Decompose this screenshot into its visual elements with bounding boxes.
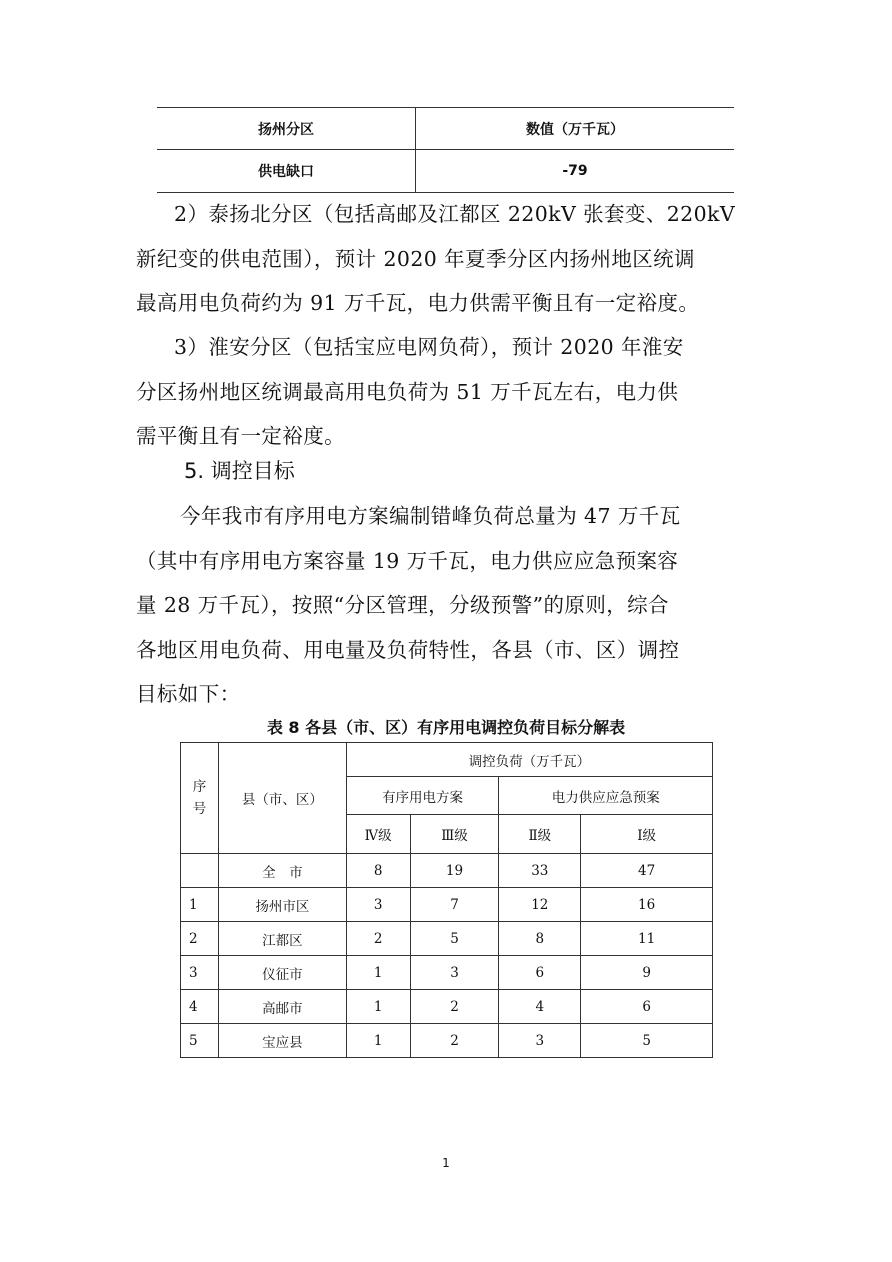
row-value-level-4: 1 [346,956,410,990]
table-row [181,922,713,956]
row-value-level-3: 2 [410,1024,499,1058]
text-line: 分区扬州地区统调最高用电负荷为 51 万千瓦左右，电力供 [136,379,679,404]
row-value-level-2: 6 [499,956,581,990]
text-line: （其中有序用电方案容量 19 万千瓦，电力供应应急预案容 [136,548,679,573]
row-value-level-2: 33 [499,854,581,888]
header-index-char-2: 号 [192,801,207,817]
row-index [181,854,219,888]
table-row [181,990,713,1024]
section-heading: 5. 调控目标 [184,459,295,483]
table-body [181,854,713,1058]
text-line: 目标如下： [136,682,241,707]
row-county-name: 江都区 [218,922,346,956]
paragraph-huaian-district [136,325,758,459]
header-control-load: 调控负荷（万千瓦） [346,743,712,777]
table-row [181,1024,713,1058]
row-value-level-4: 2 [346,922,410,956]
row-county-name: 扬州市区 [218,888,346,922]
text-line: 需平衡且有一定裕度。 [136,424,345,449]
row-value-level-1: 47 [581,854,713,888]
table-row [181,854,713,888]
header-index-char-1: 序 [192,779,207,795]
row-value-level-1: 16 [581,888,713,922]
table-row [181,956,713,990]
paragraph-control-target [136,494,758,717]
supply-table-row [157,150,734,193]
row-value-level-2: 4 [499,990,581,1024]
supply-table-value: -79 [416,150,735,193]
row-value-level-3: 19 [410,854,499,888]
header-level-4: Ⅳ级 [346,815,410,854]
row-county-name: 高邮市 [218,990,346,1024]
text-line: 量 28 万千瓦），按照“分区管理，分级预警”的原则，综合 [136,593,669,618]
row-value-level-1: 11 [581,922,713,956]
row-index: 4 [181,990,219,1024]
target-decomposition-table [180,742,713,1058]
table-caption: 表 8 各县（市、区）有序用电调控负荷目标分解表 [266,718,626,737]
table-row [181,888,713,922]
row-value-level-1: 5 [581,1024,713,1058]
row-value-level-3: 3 [410,956,499,990]
row-value-level-3: 2 [410,990,499,1024]
paragraph-north-district [136,192,758,326]
page-number: 1 [442,1156,450,1170]
row-index: 3 [181,956,219,990]
text-line: 各地区用电负荷、用电量及负荷特性，各县（市、区）调控 [136,637,680,662]
supply-table-header-value: 数值（万千瓦） [416,108,735,150]
supply-gap-table [157,107,734,193]
row-index: 5 [181,1024,219,1058]
header-level-2: Ⅱ级 [499,815,581,854]
header-county: 县（市、区） [218,743,346,854]
row-county-name: 宝应县 [218,1024,346,1058]
row-value-level-4: 1 [346,990,410,1024]
supply-table-header-region: 扬州分区 [157,108,416,150]
row-value-level-4: 1 [346,1024,410,1058]
row-index: 1 [181,888,219,922]
row-value-level-2: 8 [499,922,581,956]
text-line: 最高用电负荷约为 91 万千瓦，电力供需平衡且有一定裕度。 [136,291,700,316]
header-orderly-plan: 有序用电方案 [346,777,499,815]
row-value-level-1: 6 [581,990,713,1024]
text-line: 新纪变的供电范围），预计 2020 年夏季分区内扬州地区统调 [136,246,695,271]
text-line: 2）泰扬北分区（包括高邮及江都区 220kV 张套变、220kV [174,202,736,226]
row-value-level-4: 8 [346,854,410,888]
supply-table-header-row [157,108,734,150]
header-level-3: Ⅲ级 [410,815,499,854]
supply-table-label: 供电缺口 [157,150,416,193]
row-county-name: 仪征市 [218,956,346,990]
row-value-level-3: 7 [410,888,499,922]
row-value-level-2: 3 [499,1024,581,1058]
header-level-1: Ⅰ级 [581,815,713,854]
row-county-name: 全 市 [218,854,346,888]
row-index: 2 [181,922,219,956]
row-value-level-3: 5 [410,922,499,956]
row-value-level-2: 12 [499,888,581,922]
header-emergency-plan: 电力供应应急预案 [499,777,713,815]
row-value-level-1: 9 [581,956,713,990]
text-line: 3）淮安分区（包括宝应电网负荷），预计 2020 年淮安 [174,335,684,359]
header-index [181,743,219,854]
text-line: 今年我市有序用电方案编制错峰负荷总量为 47 万千瓦 [180,504,681,528]
row-value-level-4: 3 [346,888,410,922]
